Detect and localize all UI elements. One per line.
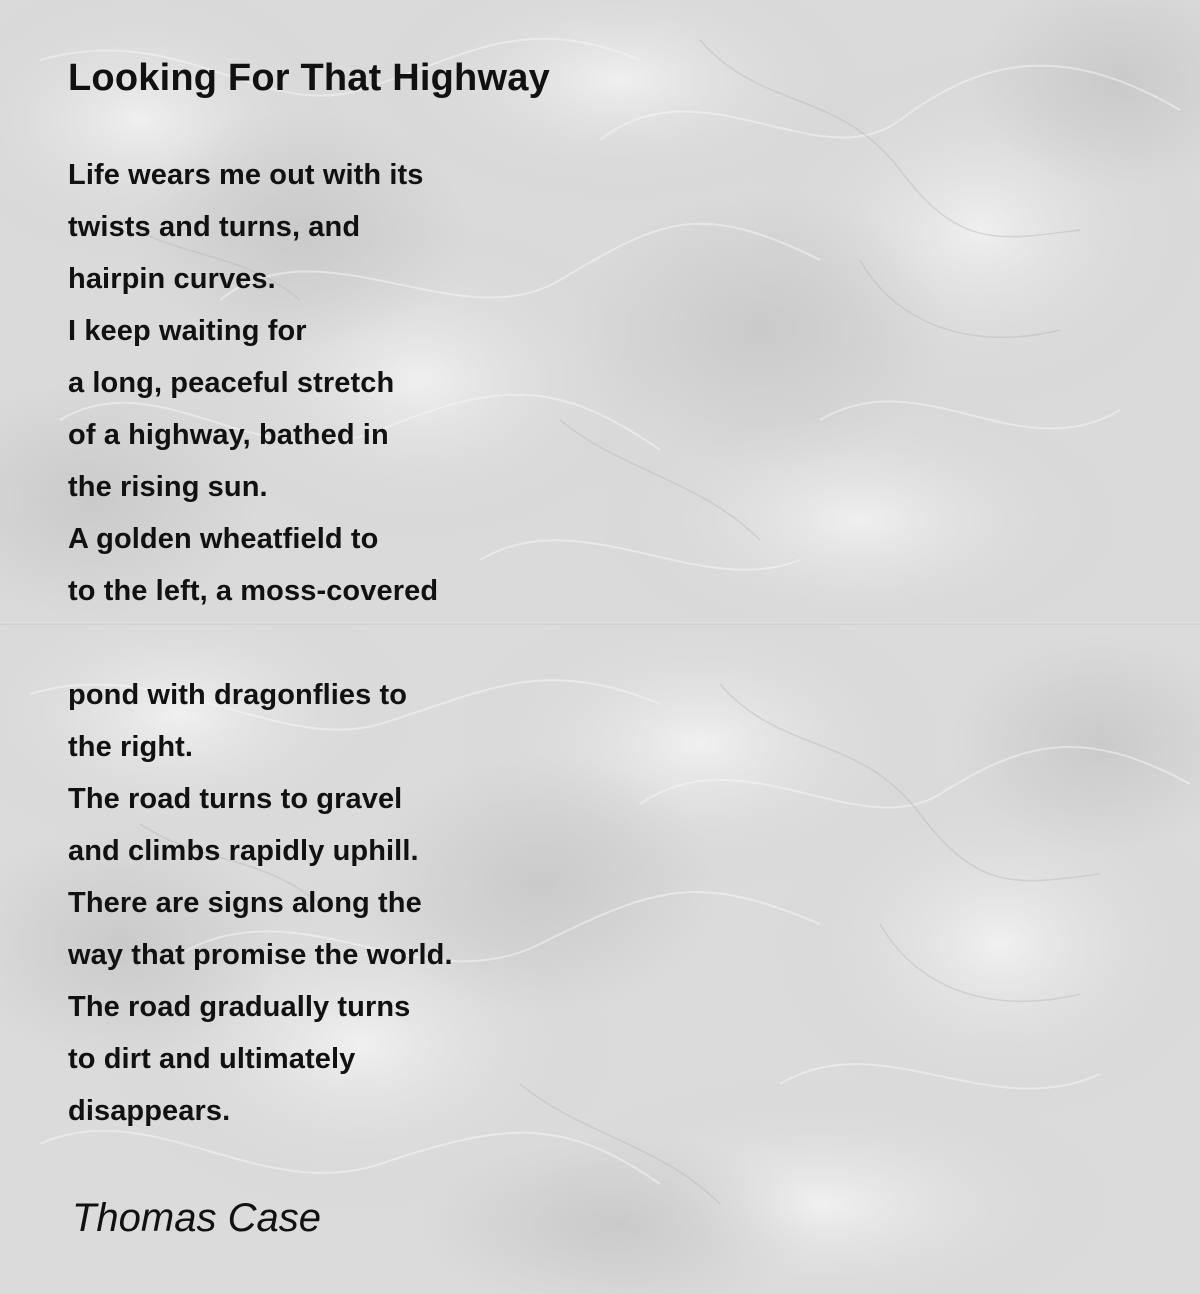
poem-line: way that promise the world. (68, 939, 453, 971)
poem-line: A golden wheatfield to (68, 523, 379, 555)
poem-line: The road gradually turns (68, 991, 411, 1023)
poem-line: twists and turns, and (68, 211, 361, 243)
panel-seam (0, 622, 1200, 625)
poem-stanza-two (68, 669, 453, 1137)
poem-line: and climbs rapidly uphill. (68, 835, 419, 867)
poem-line: the right. (68, 731, 194, 763)
poem-line: the rising sun. (68, 471, 268, 503)
poem-line: I keep waiting for (68, 315, 307, 347)
poem-line: to the left, a moss-covered (68, 575, 439, 607)
poem-line: hairpin curves. (68, 263, 276, 295)
poem-line: There are signs along the (68, 887, 422, 919)
poem-line: Life wears me out with its (68, 159, 424, 191)
poem-line: pond with dragonflies to (68, 679, 408, 711)
poem-title: Looking For That Highway (68, 57, 550, 99)
poem-author: Thomas Case (72, 1196, 321, 1240)
poem-line: disappears. (68, 1095, 231, 1127)
poem-line: to dirt and ultimately (68, 1043, 356, 1075)
poem-line: a long, peaceful stretch (68, 367, 395, 399)
poem-stanza-one (68, 149, 438, 617)
poem-line: The road turns to gravel (68, 783, 403, 815)
poem-line: of a highway, bathed in (68, 419, 389, 451)
